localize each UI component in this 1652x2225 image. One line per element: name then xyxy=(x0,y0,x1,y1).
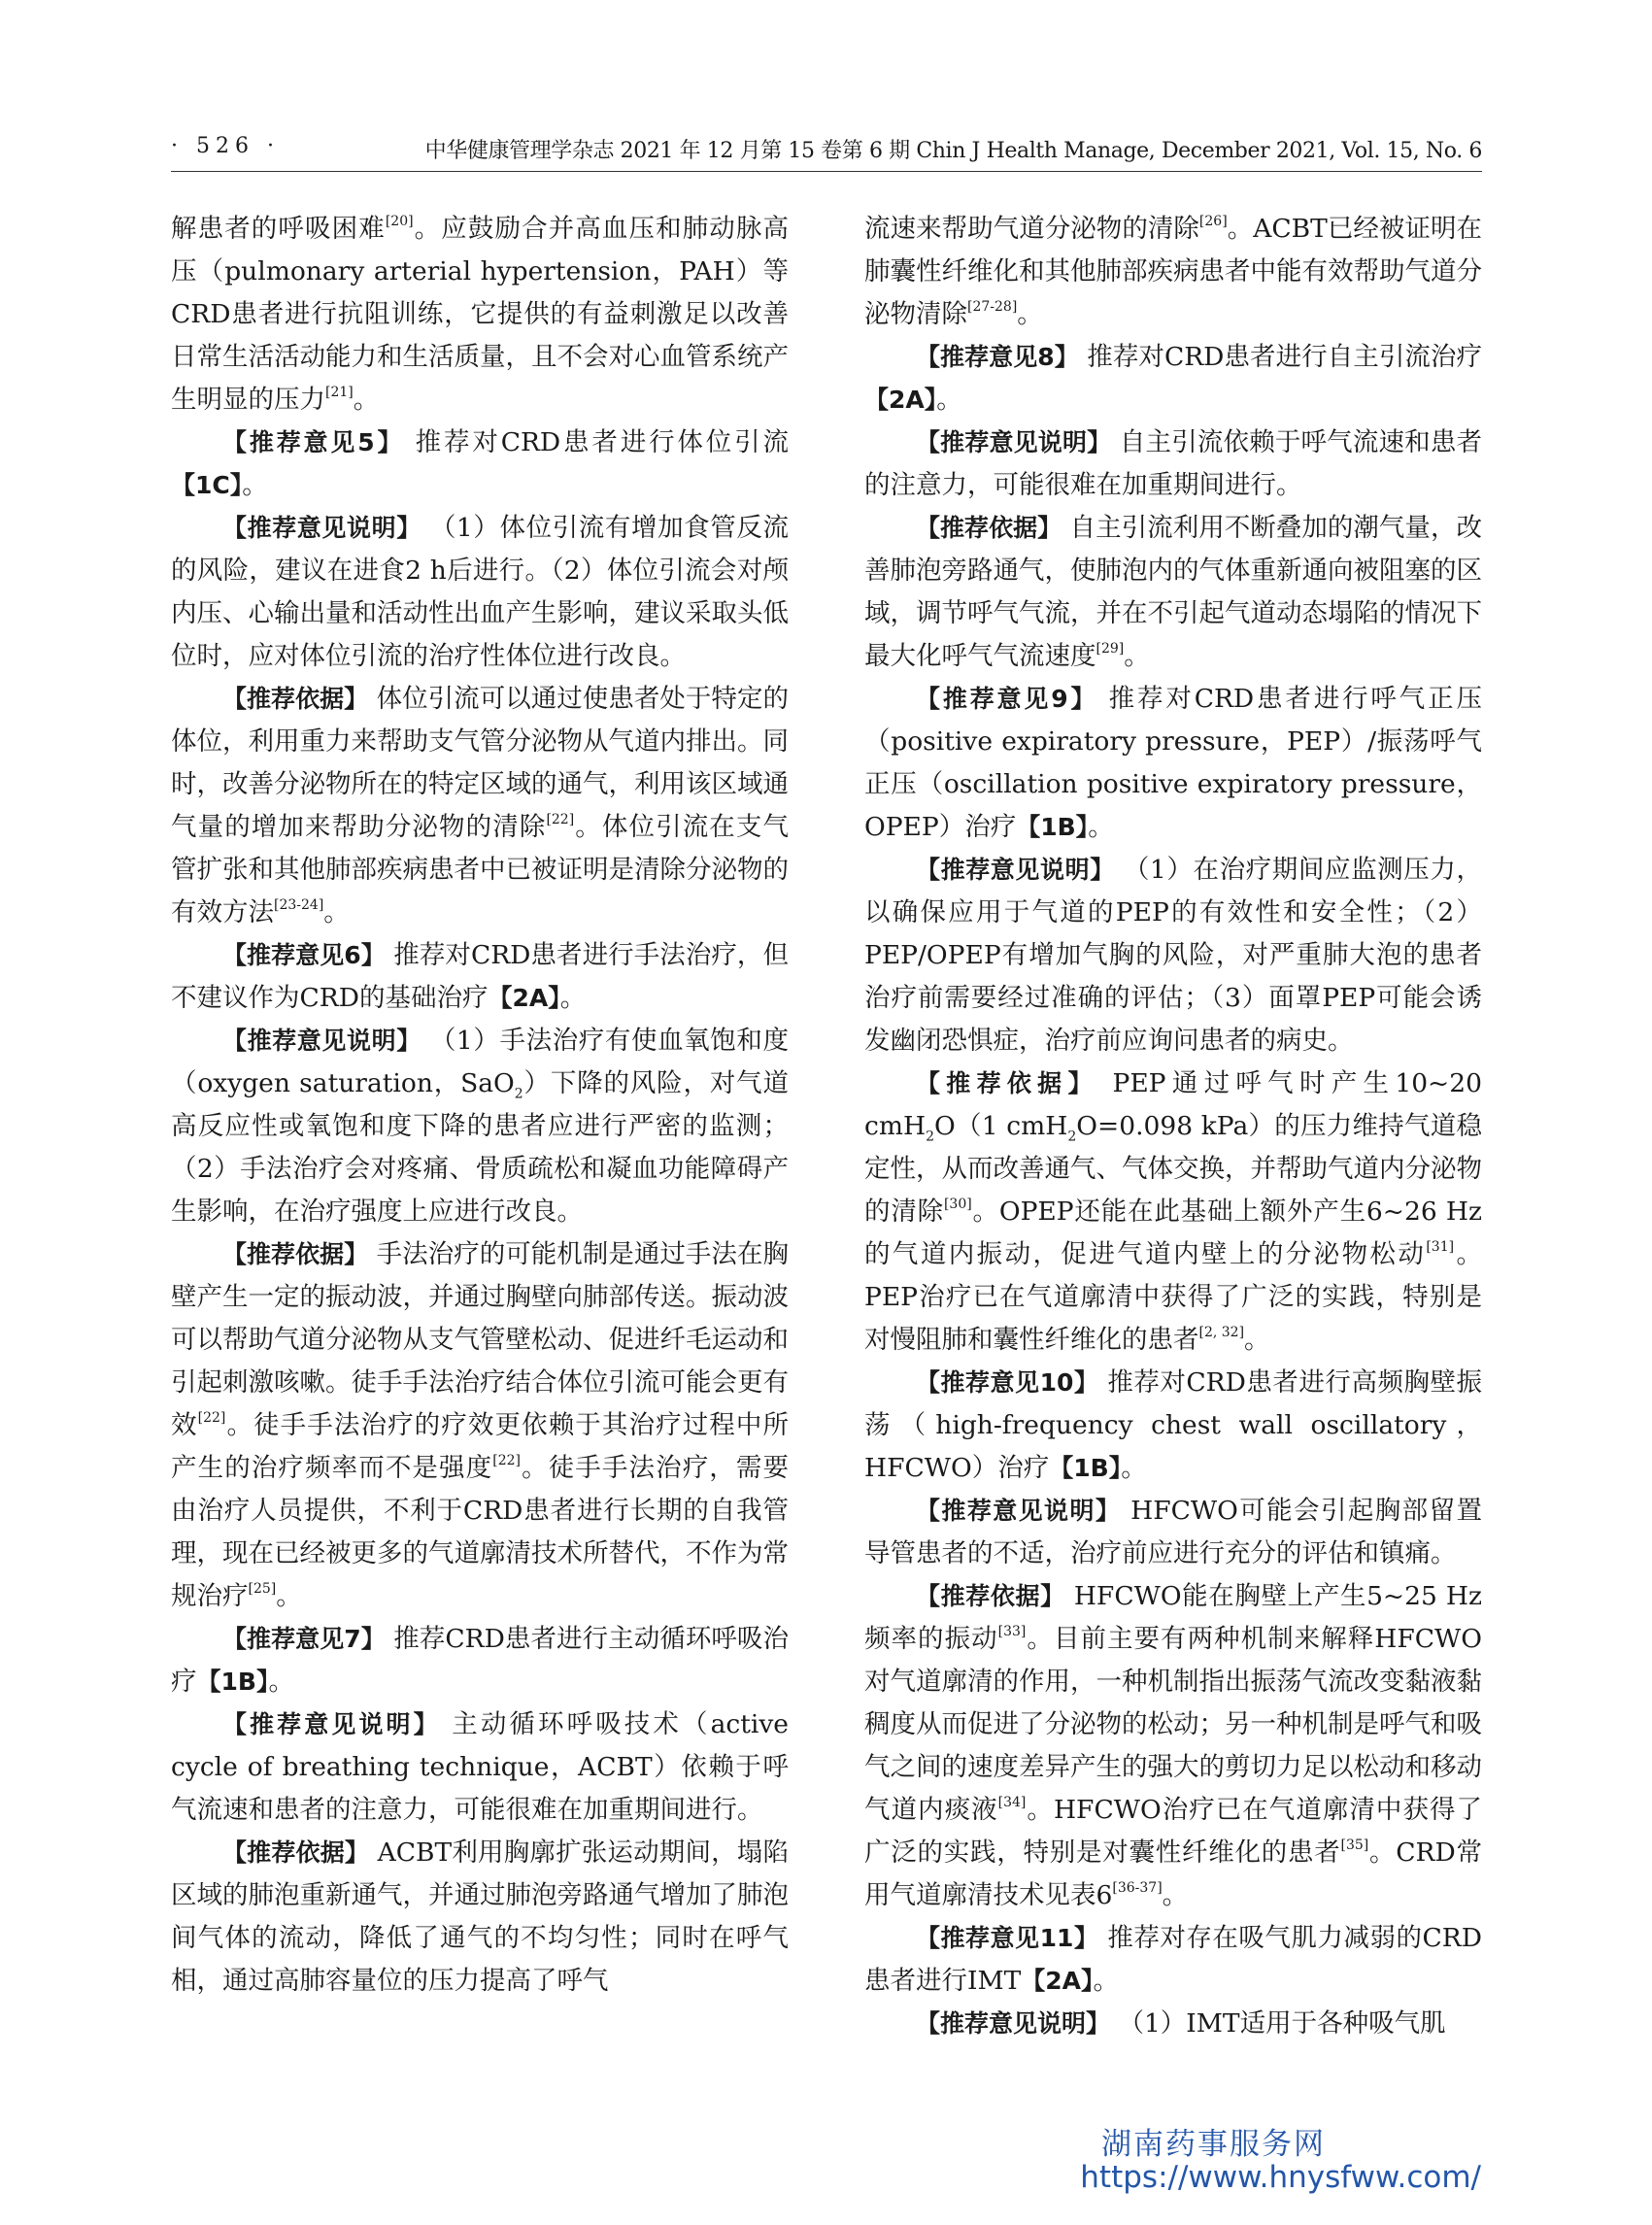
citation-ref[interactable]: [2, 32] xyxy=(1198,1325,1245,1341)
recommendation-label: 【推荐意见10】 xyxy=(916,1368,1099,1397)
basis-label: 【推荐依据】 xyxy=(916,514,1062,542)
note-label: 【推荐意见说明】 xyxy=(916,428,1112,456)
recommendation-note: 【推荐意见说明】 HFCWO可能会引起胸部留置导管患者的不适，治疗前应进行充分的评估和镇痛。 xyxy=(864,1496,1482,1568)
watermark-site-name: 湖南药事服务网 xyxy=(1101,2127,1326,2162)
recommendation-basis: 【推荐依据】 自主引流利用不断叠加的潮气量，改善肺泡旁路通气，使肺泡内的气体重新通向被阻塞的区域，调节呼气气流，并在不引起气道动态塌陷的情况下最大化呼气气流速度[29]。 xyxy=(864,513,1482,671)
note-label: 【推荐意见说明】 xyxy=(916,2009,1111,2038)
recommendation-note: 【推荐意见说明】 （1）体位引流有增加食管反流的风险，建议在进食2 h后进行。（2）体位引流会对颅内压、心输出量和活动性出血产生影响，建议采取头低位时，应对体位引流的治疗性体位进行改良。 xyxy=(171,513,789,671)
note-label: 【推荐意见说明】 xyxy=(222,514,421,542)
evidence-grade: 【2A】 xyxy=(488,984,560,1012)
recommendation-basis: 【推荐依据】 手法治疗的可能机制是通过手法在胸壁产生一定的振动波，并通过胸壁向肺部传送。振动波可以帮助气道分泌物从支气管壁松动、促进纤毛运动和引起刺激咳嗽。徒手手法治疗结合体位引流可能会更有效[22]。徒手手法治疗的疗效更依赖于其治疗过程中所产生的治疗频率而不是强度[22]。徒手手法治疗，需要由治疗人员提供，不利于CRD患者进行长期的自我管理，现在已经被更多的气道廓清技术所替代，不作为常规治疗[25]。 xyxy=(171,1239,790,1611)
citation-ref[interactable]: [29] xyxy=(1096,641,1125,657)
recommendation-label: 【推荐意见9】 xyxy=(916,685,1098,713)
recommendation-11: 【推荐意见11】 推荐对存在吸气肌力减弱的CRD患者进行IMT【2A】。 xyxy=(864,1923,1482,1996)
recommendation-5: 【推荐意见5】 推荐对CRD患者进行体位引流【1C】。 xyxy=(171,427,789,500)
recommendation-10: 【推荐意见10】 推荐对CRD患者进行高频胸壁振荡（high-frequency chest wall oscillatory，HFCWO）治疗【1B】。 xyxy=(864,1367,1482,1483)
recommendation-8: 【推荐意见8】 推荐对CRD患者进行自主引流治疗【2A】。 xyxy=(864,342,1482,415)
citation-ref[interactable]: [34] xyxy=(997,1795,1027,1811)
citation-ref[interactable]: [30] xyxy=(943,1197,972,1213)
basis-label: 【推荐依据】 xyxy=(916,1582,1065,1610)
basis-label: 【推荐依据】 xyxy=(222,1838,370,1867)
page-number: · 526 · xyxy=(171,134,280,158)
running-header xyxy=(171,134,1482,167)
recommendation-basis: 【推荐依据】 PEP通过呼气时产生10~20 cmH$_2$O（1 cmH$_2$O=0.098 kPa）的压力维持气道稳定性，从而改善通气、气体交换，并帮助气道内分泌物的清除[30]。OPEP还能在此基础上额外产生6~26 Hz的气道内振动，促进气道内壁上的分泌物松动[31]。PEP治疗已在气道廓清中获得了广泛的实践，特别是对慢阻肺和囊性纤维化的患者[2, 32]。 xyxy=(864,1068,1483,1355)
note-label: 【推荐意见说明】 xyxy=(222,1027,421,1055)
recommendation-label: 【推荐意见8】 xyxy=(916,343,1079,371)
recommendation-basis: 【推荐依据】 ACBT利用胸廓扩张运动期间，塌陷区域的肺泡重新通气，并通过肺泡旁路通气增加了肺泡间气体的流动，降低了通气的不均匀性；同时在呼气相，通过高肺容量位的压力提高了呼气 xyxy=(171,1837,789,1996)
citation-ref[interactable]: [25] xyxy=(248,1581,277,1598)
evidence-grade: 【2A】 xyxy=(864,386,937,414)
citation-ref[interactable]: [36-37] xyxy=(1112,1880,1163,1897)
recommendation-label: 【推荐意见7】 xyxy=(222,1625,386,1653)
citation-ref[interactable]: [33] xyxy=(997,1624,1027,1640)
journal-citation: 中华健康管理学杂志 2021 年 12 月第 15 卷第 6 期 Chin J Health Manage, December 2021, Vol. 15, No. 6 xyxy=(424,139,1482,163)
citation-ref[interactable]: [35] xyxy=(1340,1837,1369,1854)
citation-ref[interactable]: [21] xyxy=(325,385,354,401)
citation-ref[interactable]: [27-28] xyxy=(967,299,1018,316)
recommendation-label: 【推荐意见5】 xyxy=(222,428,405,456)
recommendation-9: 【推荐意见9】 推荐对CRD患者进行呼气正压（positive expiratory pressure，PEP）/振荡呼气正压（oscillation positive expiratory pressure，OPEP）治疗【1B】。 xyxy=(864,684,1482,842)
citation-ref[interactable]: [22] xyxy=(492,1453,521,1469)
paragraph: 流速来帮助气道分泌物的清除[26]。ACBT已经被证明在肺囊性纤维化和其他肺部疾病患者中能有效帮助气道分泌物清除[27-28]。 xyxy=(864,214,1482,329)
evidence-grade: 【1C】 xyxy=(171,471,243,499)
citation-ref[interactable]: [31] xyxy=(1426,1239,1455,1256)
basis-label: 【推荐依据】 xyxy=(222,685,369,713)
header-rule xyxy=(171,171,1482,172)
note-label: 【推荐意见说明】 xyxy=(916,856,1115,884)
basis-label: 【推荐依据】 xyxy=(916,1069,1098,1097)
citation-ref[interactable]: [22] xyxy=(546,812,575,828)
note-label: 【推荐意见说明】 xyxy=(222,1710,441,1738)
recommendation-label: 【推荐意见11】 xyxy=(916,1924,1099,1952)
citation-ref[interactable]: [22] xyxy=(197,1410,226,1427)
recommendation-note: 【推荐意见说明】 主动循环呼吸技术（active cycle of breathing technique，ACBT）依赖于呼气流速和患者的注意力，可能很难在加重期间进行。 xyxy=(171,1709,789,1825)
recommendation-note: 【推荐意见说明】 自主引流依赖于呼气流速和患者的注意力，可能很难在加重期间进行。 xyxy=(864,427,1482,500)
left-column xyxy=(171,208,789,2003)
recommendation-note: 【推荐意见说明】 （1）在治疗期间应监测压力，以确保应用于气道的PEP的有效性和安全性；（2）PEP/OPEP有增加气胸的风险，对严重肺大泡的患者治疗前需要经过准确的评估；（3）面罩PEP可能会诱发幽闭恐惧症，治疗前应询问患者的病史。 xyxy=(864,855,1482,1056)
evidence-grade: 【1B】 xyxy=(1016,813,1089,841)
evidence-grade: 【1B】 xyxy=(1049,1454,1122,1482)
citation-ref[interactable]: [26] xyxy=(1198,214,1228,230)
recommendation-label: 【推荐意见6】 xyxy=(222,941,386,969)
note-label: 【推荐意见说明】 xyxy=(916,1497,1122,1525)
right-column xyxy=(864,208,1482,2045)
recommendation-note: 【推荐意见说明】 （1）IMT适用于各种吸气肌 xyxy=(916,2008,1446,2039)
evidence-grade: 【2A】 xyxy=(1021,1967,1094,1995)
recommendation-6: 【推荐意见6】 推荐对CRD患者进行手法治疗，但不建议作为CRD的基础治疗【2A】。 xyxy=(171,940,789,1013)
citation-ref[interactable]: [20] xyxy=(385,214,414,230)
recommendation-note: 【推荐意见说明】 （1）手法治疗有使血氧饱和度（oxygen saturation，SaO$_2$）下降的风险，对气道高反应性或氧饱和度下降的患者应进行严密的监测；（2）手法治疗会对疼痛、骨质疏松和凝血功能障碍产生影响，在治疗强度上应进行改良。 xyxy=(171,1026,789,1227)
evidence-grade: 【1B】 xyxy=(196,1668,269,1696)
watermark-site-url[interactable]: https://www.hnysfww.com/ xyxy=(1080,2160,1481,2195)
recommendation-7: 【推荐意见7】 推荐CRD患者进行主动循环呼吸治疗【1B】。 xyxy=(171,1624,789,1697)
basis-label: 【推荐依据】 xyxy=(222,1240,369,1268)
recommendation-basis: 【推荐依据】 HFCWO能在胸壁上产生5~25 Hz频率的振动[33]。目前主要有两种机制来解释HFCWO对气道廓清的作用，一种机制指出振荡气流改变黏液黏稠度从而促进了分泌物的松动；另一种机制是呼气和吸气之间的速度差异产生的强大的剪切力足以松动和移动气道内痰液[34]。HFCWO治疗已在气道廓清中获得了广泛的实践，特别是对囊性纤维化的患者[35]。CRD常用气道廓清技术见表6[36-37]。 xyxy=(864,1581,1482,1910)
paragraph: 解患者的呼吸困难[20]。应鼓励合并高血压和肺动脉高压（pulmonary arterial hypertension，PAH）等CRD患者进行抗阻训练，它提供的有益刺激足以改善日常生活活动能力和生活质量，且不会对心血管系统产生明显的压力[21]。 xyxy=(171,214,790,415)
citation-ref[interactable]: [23-24] xyxy=(274,897,324,914)
recommendation-basis: 【推荐依据】 体位引流可以通过使患者处于特定的体位，利用重力来帮助支气管分泌物从气道内排出。同时，改善分泌物所在的特定区域的通气，利用该区域通气量的增加来帮助分泌物的清除[22]。体位引流在支气管扩张和其他肺部疾病患者中已被证明是清除分泌物的有效方法[23-24]。 xyxy=(171,684,790,927)
